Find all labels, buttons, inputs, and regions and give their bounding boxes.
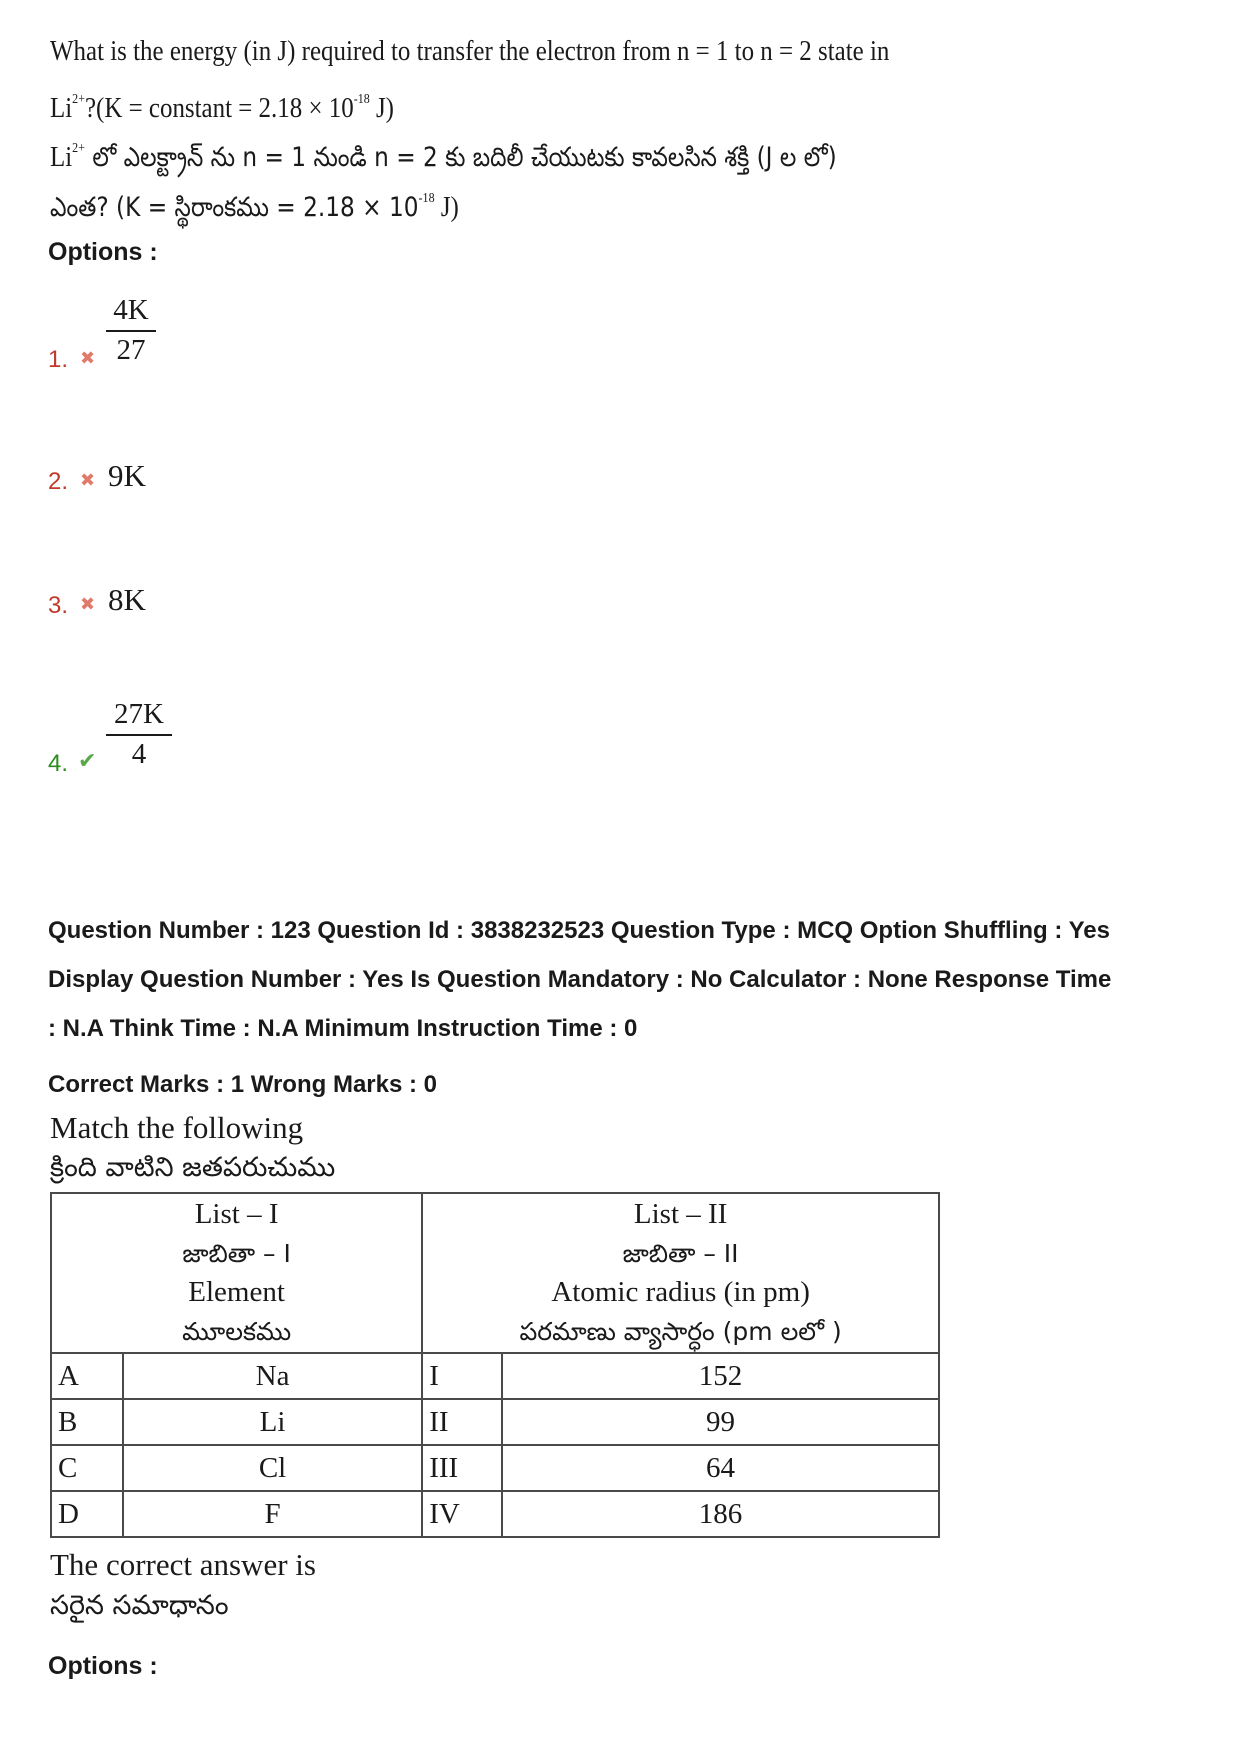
match-title-telugu: క్రింది వాటిని జతపరుచుము xyxy=(50,1152,336,1183)
question-text-line-2: $Li^{2+}?(K$ = constant = $2.18 \times 10^{-18}$ J) xyxy=(50,92,394,124)
wrong-cross-icon: ✖ xyxy=(80,348,96,368)
table-row xyxy=(51,1399,939,1445)
meta-line-3: : N.A Think Time : N.A Minimum Instruction Time : 0 xyxy=(48,1015,638,1042)
row-element: Li xyxy=(123,1399,422,1445)
row-element: Cl xyxy=(123,1445,422,1491)
row-letter: D xyxy=(51,1491,123,1537)
option-number: 1. xyxy=(48,346,69,373)
table-row xyxy=(51,1491,939,1537)
row-value: 152 xyxy=(502,1353,939,1399)
row-roman: II xyxy=(422,1399,502,1445)
answer-label: The correct answer is xyxy=(50,1547,316,1582)
option-text: 8K xyxy=(108,582,146,617)
options-heading-2: Options : xyxy=(48,1652,158,1680)
meta-line-2: Display Question Number : Yes Is Question Mandatory : No Calculator : None Response Time xyxy=(48,966,1112,993)
option-text: 9K xyxy=(108,458,146,493)
list-2-header: List – II జాబితా – II Atomic radius (in pm) పరమాణు వ్యాసార్ధం (pm లలో ) xyxy=(422,1193,939,1353)
option-fraction: $\frac{27K}{4}$ xyxy=(106,698,172,771)
correct-check-icon: ✔ xyxy=(78,748,97,773)
option-number: 4. xyxy=(48,750,69,777)
option-number: 3. xyxy=(48,592,69,619)
row-roman: IV xyxy=(422,1491,502,1537)
wrong-cross-icon: ✖ xyxy=(80,470,96,490)
match-title: Match the following xyxy=(50,1110,304,1145)
answer-label-telugu: సరైన సమాధానం xyxy=(50,1590,229,1621)
table-row xyxy=(51,1445,939,1491)
meta-line-1: Question Number : 123 Question Id : 3838232523 Question Type : MCQ Option Shuffling : Yes xyxy=(48,917,1110,944)
row-letter: A xyxy=(51,1353,123,1399)
table-row xyxy=(51,1353,939,1399)
row-element: F xyxy=(123,1491,422,1537)
row-element: Na xyxy=(123,1353,422,1399)
match-table xyxy=(50,1192,940,1538)
question-meta xyxy=(48,906,1208,1053)
option-fraction: $\frac{4K}{27}$ xyxy=(106,294,156,367)
list-1-header: List – I జాబితా – I Element మూలకము xyxy=(51,1193,422,1353)
question-text-line-1: What is the energy (in J) required to transfer the electron from n = 1 to n = 2 state in xyxy=(50,35,890,67)
row-value: 64 xyxy=(502,1445,939,1491)
question-text-line-4-telugu: ఎంత? (K = స్థిరాంకము = $2.18 \times 10^{-18}$ J) xyxy=(50,191,459,223)
row-roman: I xyxy=(422,1353,502,1399)
row-roman: III xyxy=(422,1445,502,1491)
marks-info: Correct Marks : 1 Wrong Marks : 0 xyxy=(48,1071,438,1098)
row-value: 186 xyxy=(502,1491,939,1537)
row-letter: C xyxy=(51,1445,123,1491)
match-table-header xyxy=(51,1193,939,1353)
option-number: 2. xyxy=(48,468,69,495)
options-heading: Options : xyxy=(48,238,158,266)
row-letter: B xyxy=(51,1399,123,1445)
wrong-cross-icon: ✖ xyxy=(80,594,96,614)
question-text-line-3-telugu: $Li^{2+}$ లో ఎలక్ట్రాన్ ను n = 1 నుండి n = 2 కు బదిలీ చేయుటకు కావలసిన శక్తి (J ల లో) xyxy=(50,141,837,173)
row-value: 99 xyxy=(502,1399,939,1445)
